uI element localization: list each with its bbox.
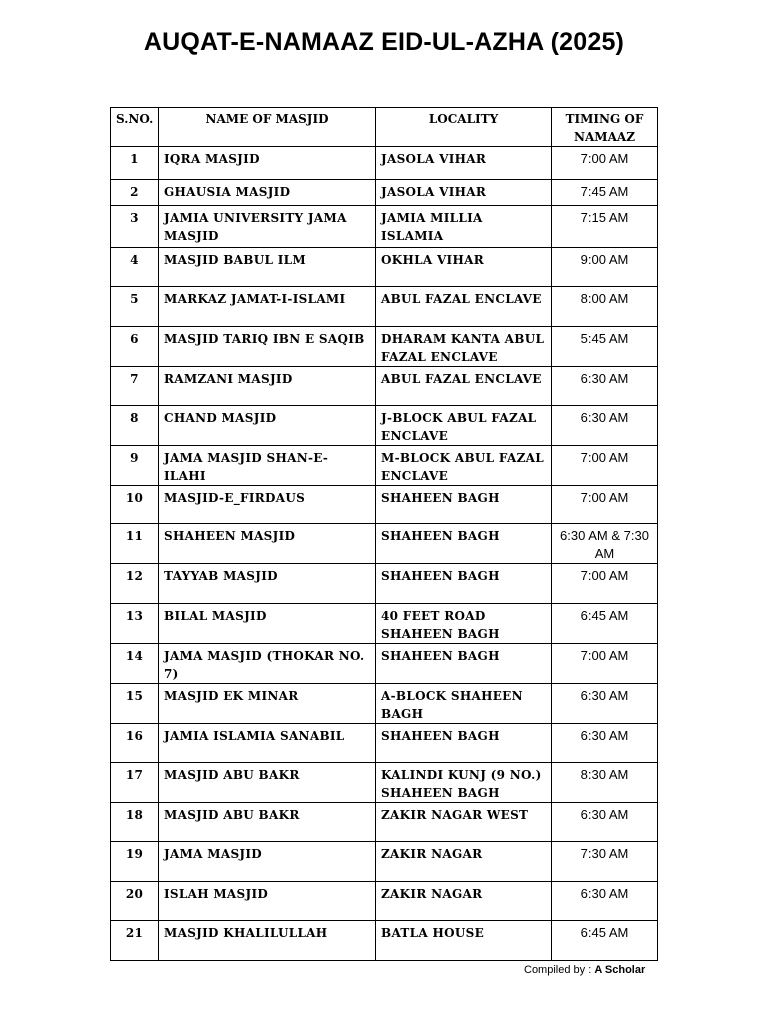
cell-locality: SHAHEEN BAGH — [376, 524, 552, 564]
table-body — [111, 147, 658, 961]
cell-timing: 6:30 AM — [552, 406, 658, 446]
cell-masjid-name: MASJID ABU BAKR — [159, 803, 376, 842]
cell-sno: 11 — [111, 524, 159, 564]
cell-masjid-name: RAMZANI MASJID — [159, 367, 376, 406]
cell-masjid-name: BILAL MASJID — [159, 604, 376, 644]
table-row — [111, 921, 658, 961]
cell-sno: 15 — [111, 684, 159, 724]
cell-locality: ZAKIR NAGAR — [376, 842, 552, 882]
cell-locality: BATLA HOUSE — [376, 921, 552, 961]
cell-masjid-name: MASJID KHALILULLAH — [159, 921, 376, 961]
cell-timing: 7:00 AM — [552, 644, 658, 684]
table-row — [111, 604, 658, 644]
table-row — [111, 327, 658, 367]
cell-sno: 5 — [111, 287, 159, 327]
cell-locality: KALINDI KUNJ (9 NO.) SHAHEEN BAGH — [376, 763, 552, 803]
compiled-by-label: Compiled by : — [524, 964, 595, 976]
cell-locality: DHARAM KANTA ABUL FAZAL ENCLAVE — [376, 327, 552, 367]
cell-sno: 2 — [111, 180, 159, 206]
header-masjid-name: NAME OF MASJID — [159, 108, 376, 147]
table-row — [111, 287, 658, 327]
cell-masjid-name: JAMIA UNIVERSITY JAMA MASJID — [159, 206, 376, 248]
cell-sno: 21 — [111, 921, 159, 961]
table-row — [111, 206, 658, 248]
cell-sno: 1 — [111, 147, 159, 180]
cell-sno: 17 — [111, 763, 159, 803]
cell-sno: 19 — [111, 842, 159, 882]
cell-sno: 10 — [111, 486, 159, 524]
namaaz-timings-table — [110, 107, 658, 961]
cell-masjid-name: JAMA MASJID — [159, 842, 376, 882]
cell-timing: 6:30 AM — [552, 684, 658, 724]
header-locality: LOCALITY — [376, 108, 552, 147]
cell-timing: 6:45 AM — [552, 921, 658, 961]
table-row — [111, 803, 658, 842]
cell-masjid-name: JAMA MASJID (THOKAR NO. 7) — [159, 644, 376, 684]
cell-locality: SHAHEEN BAGH — [376, 644, 552, 684]
cell-timing: 6:30 AM — [552, 803, 658, 842]
cell-sno: 13 — [111, 604, 159, 644]
cell-sno: 20 — [111, 882, 159, 921]
cell-sno: 6 — [111, 327, 159, 367]
cell-locality: M-BLOCK ABUL FAZAL ENCLAVE — [376, 446, 552, 486]
cell-locality: JASOLA VIHAR — [376, 180, 552, 206]
cell-sno: 12 — [111, 564, 159, 604]
cell-locality: JASOLA VIHAR — [376, 147, 552, 180]
cell-timing: 5:45 AM — [552, 327, 658, 367]
table-row — [111, 367, 658, 406]
cell-masjid-name: GHAUSIA MASJID — [159, 180, 376, 206]
cell-timing: 7:00 AM — [552, 486, 658, 524]
table-row — [111, 406, 658, 446]
cell-timing: 7:00 AM — [552, 446, 658, 486]
cell-sno: 8 — [111, 406, 159, 446]
cell-masjid-name: MASJID TARIQ IBN E SAQIB — [159, 327, 376, 367]
cell-locality: SHAHEEN BAGH — [376, 486, 552, 524]
cell-locality: A-BLOCK SHAHEEN BAGH — [376, 684, 552, 724]
cell-timing: 8:30 AM — [552, 763, 658, 803]
cell-timing: 7:00 AM — [552, 147, 658, 180]
cell-masjid-name: TAYYAB MASJID — [159, 564, 376, 604]
table-row — [111, 248, 658, 287]
cell-masjid-name: MASJID EK MINAR — [159, 684, 376, 724]
table-row — [111, 644, 658, 684]
cell-timing: 9:00 AM — [552, 248, 658, 287]
header-timing — [552, 108, 658, 147]
cell-masjid-name: ISLAH MASJID — [159, 882, 376, 921]
table-row — [111, 684, 658, 724]
cell-locality: ABUL FAZAL ENCLAVE — [376, 287, 552, 327]
footer-credit — [524, 964, 645, 976]
page-title: AUQAT-E-NAMAAZ EID-UL-AZHA (2025) — [143, 28, 625, 56]
header-timing-line1: TIMING OF — [565, 112, 644, 126]
cell-masjid-name: JAMIA ISLAMIA SANABIL — [159, 724, 376, 763]
table-row — [111, 564, 658, 604]
cell-timing: 6:30 AM — [552, 724, 658, 763]
table-row — [111, 486, 658, 524]
cell-sno: 4 — [111, 248, 159, 287]
cell-sno: 16 — [111, 724, 159, 763]
cell-timing: 6:30 AM & 7:30 AM — [552, 524, 658, 564]
cell-locality: OKHLA VIHAR — [376, 248, 552, 287]
table-row — [111, 524, 658, 564]
cell-masjid-name: IQRA MASJID — [159, 147, 376, 180]
cell-masjid-name: MASJID ABU BAKR — [159, 763, 376, 803]
cell-masjid-name: JAMA MASJID SHAN-E-ILAHI — [159, 446, 376, 486]
cell-timing: 6:30 AM — [552, 367, 658, 406]
cell-sno: 18 — [111, 803, 159, 842]
cell-locality: SHAHEEN BAGH — [376, 564, 552, 604]
header-timing-line2: NAMAAZ — [574, 130, 635, 144]
cell-sno: 3 — [111, 206, 159, 248]
table-row — [111, 446, 658, 486]
cell-masjid-name: CHAND MASJID — [159, 406, 376, 446]
cell-sno: 9 — [111, 446, 159, 486]
cell-locality: ZAKIR NAGAR WEST — [376, 803, 552, 842]
cell-timing: 8:00 AM — [552, 287, 658, 327]
cell-timing: 7:30 AM — [552, 842, 658, 882]
cell-timing: 6:45 AM — [552, 604, 658, 644]
cell-masjid-name: MASJID-E_FIRDAUS — [159, 486, 376, 524]
table-header-row — [111, 108, 658, 147]
cell-locality: JAMIA MILLIA ISLAMIA — [376, 206, 552, 248]
cell-masjid-name: SHAHEEN MASJID — [159, 524, 376, 564]
table-row — [111, 180, 658, 206]
cell-locality: SHAHEEN BAGH — [376, 724, 552, 763]
cell-locality: ZAKIR NAGAR — [376, 882, 552, 921]
compiled-by-author: A Scholar — [594, 964, 646, 976]
cell-timing: 6:30 AM — [552, 882, 658, 921]
cell-locality: ABUL FAZAL ENCLAVE — [376, 367, 552, 406]
cell-masjid-name: MASJID BABUL ILM — [159, 248, 376, 287]
cell-timing: 7:15 AM — [552, 206, 658, 248]
table-row — [111, 724, 658, 763]
cell-sno: 14 — [111, 644, 159, 684]
cell-locality: 40 FEET ROAD SHAHEEN BAGH — [376, 604, 552, 644]
header-sno: S.NO. — [111, 108, 159, 147]
cell-masjid-name: MARKAZ JAMAT-I-ISLAMI — [159, 287, 376, 327]
table-row — [111, 147, 658, 180]
table-row — [111, 882, 658, 921]
table-row — [111, 763, 658, 803]
cell-sno: 7 — [111, 367, 159, 406]
cell-timing: 7:00 AM — [552, 564, 658, 604]
table-row — [111, 842, 658, 882]
cell-locality: J-BLOCK ABUL FAZAL ENCLAVE — [376, 406, 552, 446]
cell-timing: 7:45 AM — [552, 180, 658, 206]
